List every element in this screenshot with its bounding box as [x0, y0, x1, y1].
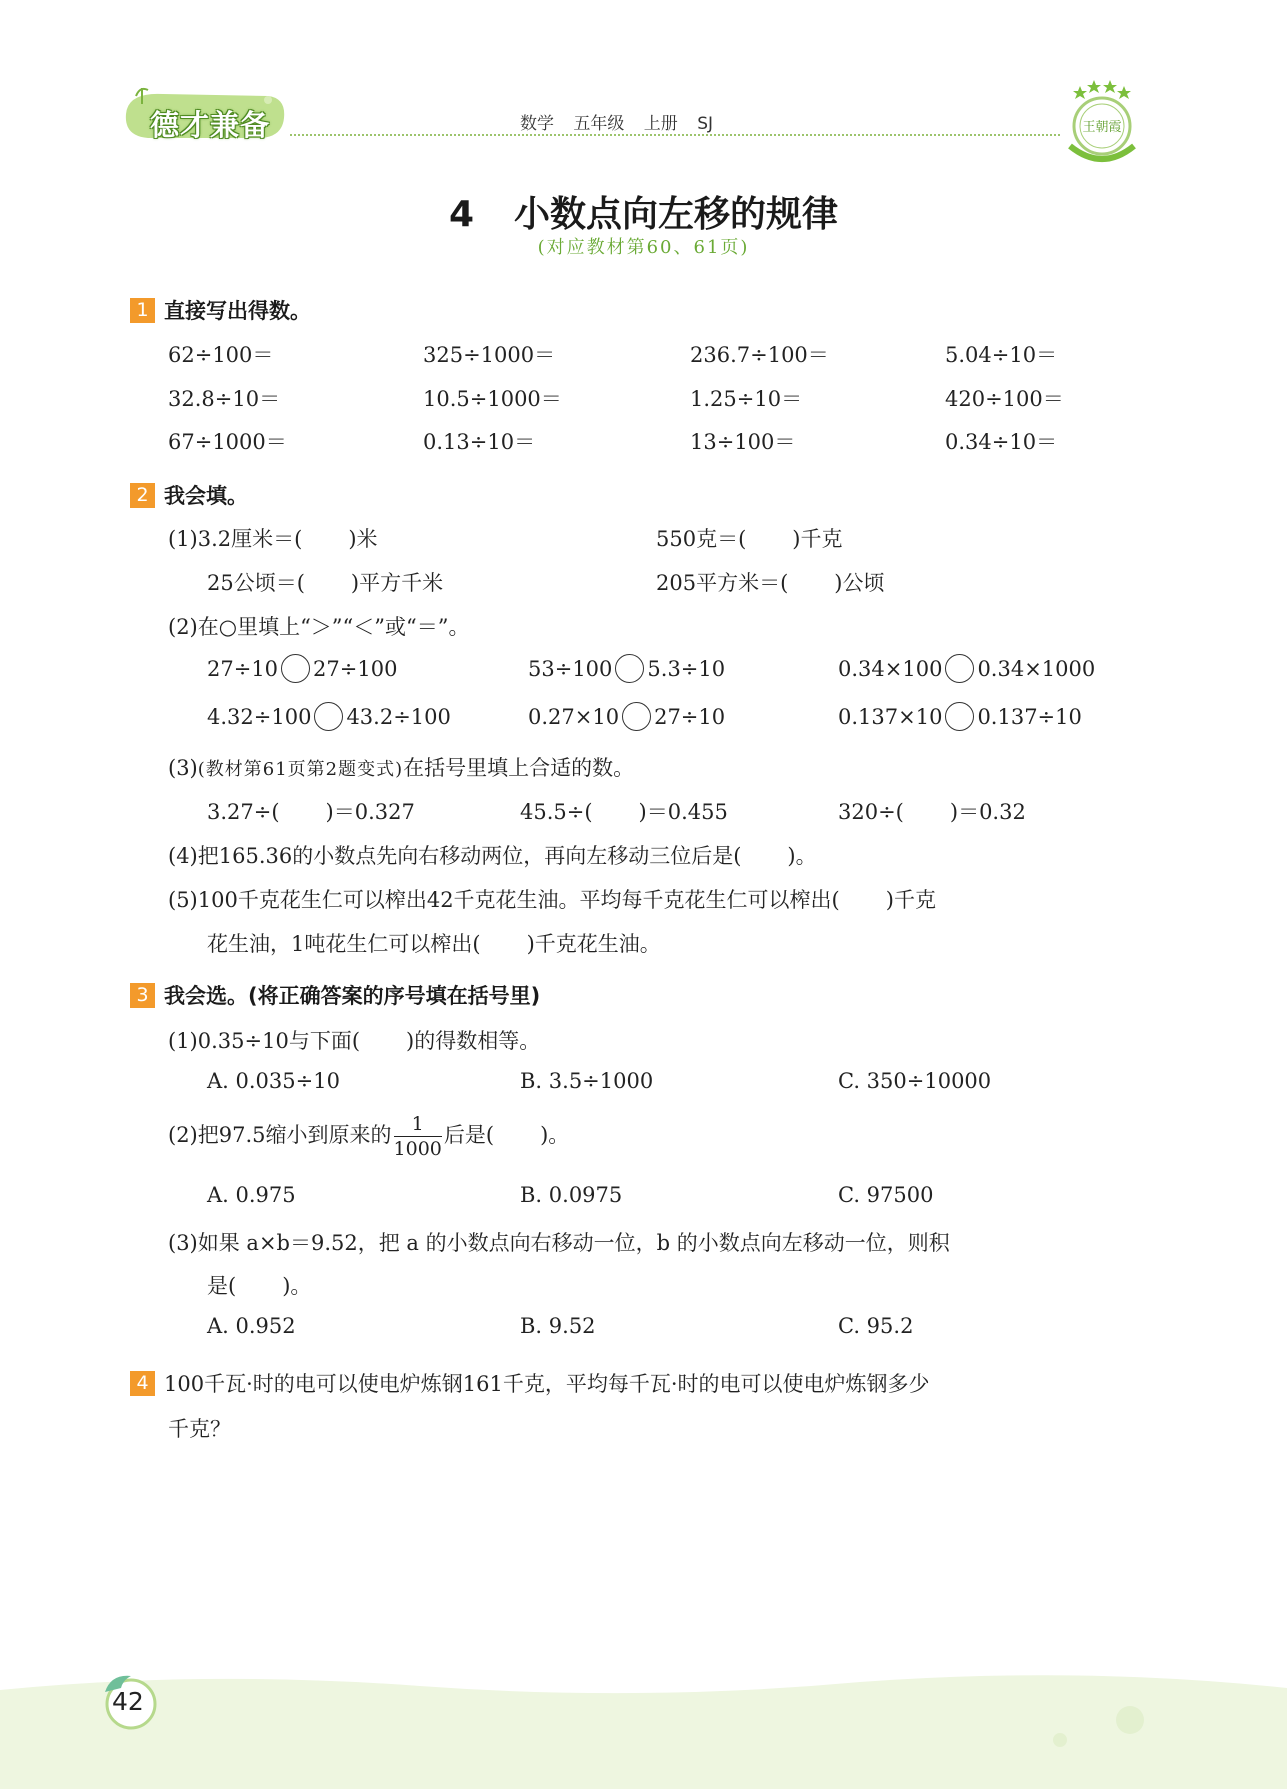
q3-1-option-a[interactable]: A. 0.035÷10: [207, 1069, 340, 1093]
compare-circle[interactable]: [945, 702, 974, 731]
fraction: $\frac{1}{1000}$: [393, 1113, 442, 1160]
section-2-title: 我会填。: [164, 484, 248, 508]
compare-circle[interactable]: [314, 702, 343, 731]
problem-1-5: 32.8÷10＝: [168, 387, 281, 411]
q2-1-c: 25公顷＝( )平方千米: [207, 571, 444, 595]
textbook-note: (教材第61页第2题变式): [197, 759, 404, 780]
lesson-title: 小数点向左移的规律: [514, 194, 839, 235]
section-4-text: 100千瓦·时的电可以使电炉炼钢161千克，平均每千瓦·时的电可以使电炉炼钢多少: [164, 1372, 930, 1396]
q3-2-stem: (2)把97.5缩小到原来的 $\frac{1}{1000}$ 后是( )。: [168, 1113, 570, 1160]
q3-3-line1: (3)如果 a×b＝9.52，把 a 的小数点向右移动一位，b 的小数点向左移动一位，则积: [168, 1231, 950, 1255]
section-3-badge: 3: [130, 983, 155, 1008]
q3-3-option-a[interactable]: A. 0.952: [207, 1314, 296, 1338]
problem-1-1: 62÷100＝: [168, 343, 274, 367]
compare-circle[interactable]: [622, 702, 651, 731]
q3-2-option-a[interactable]: A. 0.975: [207, 1183, 296, 1207]
q3-1-option-c[interactable]: C. 350÷10000: [838, 1069, 992, 1093]
section-1-badge: 1: [130, 298, 155, 323]
section-4-line2: 千克？: [168, 1417, 231, 1441]
q2-1-a: (1)3.2厘米＝( )米: [168, 527, 378, 551]
section-3-header: [130, 980, 540, 1010]
section-4-badge: 4: [130, 1371, 155, 1396]
problem-1-11: 13÷100＝: [690, 430, 796, 454]
section-2-badge: 2: [130, 483, 155, 508]
section-1-header: [130, 295, 311, 325]
page-title: [0, 186, 1287, 237]
problem-1-4: 5.04÷10＝: [945, 343, 1058, 367]
page-number: 42: [112, 1687, 144, 1716]
textbook-reference: (对应教材第60、61页): [537, 237, 750, 258]
q2-4: (4)把165.36的小数点先向右移动两位，再向左移动三位后是( )。: [168, 844, 817, 868]
q3-2-option-b[interactable]: B. 0.0975: [520, 1183, 623, 1207]
q2-3-a: 3.27÷( )＝0.327: [207, 800, 415, 824]
compare-3: 0.34×100 0.34×1000: [838, 656, 1095, 685]
section-3-title: 我会选。(将正确答案的序号填在括号里): [164, 984, 541, 1008]
problem-1-3: 236.7÷100＝: [690, 343, 829, 367]
compare-5: 0.27×10 27÷10: [528, 704, 725, 733]
compare-circle[interactable]: [945, 654, 974, 683]
q3-3-line2: 是( )。: [207, 1274, 312, 1298]
q3-3-option-b[interactable]: B. 9.52: [520, 1314, 596, 1338]
problem-1-7: 1.25÷10＝: [690, 387, 803, 411]
problem-1-10: 0.13÷10＝: [423, 430, 536, 454]
compare-6: 0.137×10 0.137÷10: [838, 704, 1082, 733]
q2-5-line1: (5)100千克花生仁可以榨出42千克花生油。平均每千克花生仁可以榨出( )千克: [168, 888, 936, 912]
compare-circle[interactable]: [281, 654, 310, 683]
footer-decoration: [0, 1660, 1287, 1789]
compare-1: 27÷10 27÷100: [207, 656, 397, 685]
q2-3-c: 320÷( )＝0.32: [838, 800, 1026, 824]
q3-3-option-c[interactable]: C. 95.2: [838, 1314, 914, 1338]
q3-1-stem: (1)0.35÷10与下面( )的得数相等。: [168, 1029, 541, 1053]
header-divider: [290, 134, 1060, 136]
problem-1-12: 0.34÷10＝: [945, 430, 1058, 454]
q2-5-line2: 花生油，1吨花生仁可以榨出( )千克花生油。: [207, 932, 661, 956]
q3-1-option-b[interactable]: B. 3.5÷1000: [520, 1069, 654, 1093]
compare-circle[interactable]: [615, 654, 644, 683]
q2-2-stem: (2)在○里填上“＞”“＜”或“＝”。: [168, 615, 470, 639]
q3-2-option-c[interactable]: C. 97500: [838, 1183, 934, 1207]
problem-1-8: 420÷100＝: [945, 387, 1064, 411]
header-subject: 数学 五年级 上册 SJ: [520, 114, 714, 134]
seal-text: 王朝霞: [1082, 120, 1122, 135]
problem-1-6: 10.5÷1000＝: [423, 387, 562, 411]
problem-1-9: 67÷1000＝: [168, 430, 287, 454]
logo-text: 德才兼备: [150, 108, 271, 142]
compare-2: 53÷100 5.3÷10: [528, 656, 725, 685]
section-4-line1: [130, 1368, 930, 1398]
section-2-header: [130, 480, 248, 510]
author-seal-icon: [1060, 76, 1144, 168]
q2-1-d: 205平方米＝( )公顷: [656, 571, 885, 595]
compare-4: 4.32÷100 43.2÷100: [207, 704, 451, 733]
lesson-number: 4: [448, 194, 475, 235]
q2-1-b: 550克＝( )千克: [656, 527, 843, 551]
q2-3-stem: (3)(教材第61页第2题变式)在括号里填上合适的数。: [168, 756, 635, 780]
problem-1-2: 325÷1000＝: [423, 343, 556, 367]
section-1-title: 直接写出得数。: [164, 299, 311, 323]
q2-3-b: 45.5÷( )＝0.455: [520, 800, 728, 824]
